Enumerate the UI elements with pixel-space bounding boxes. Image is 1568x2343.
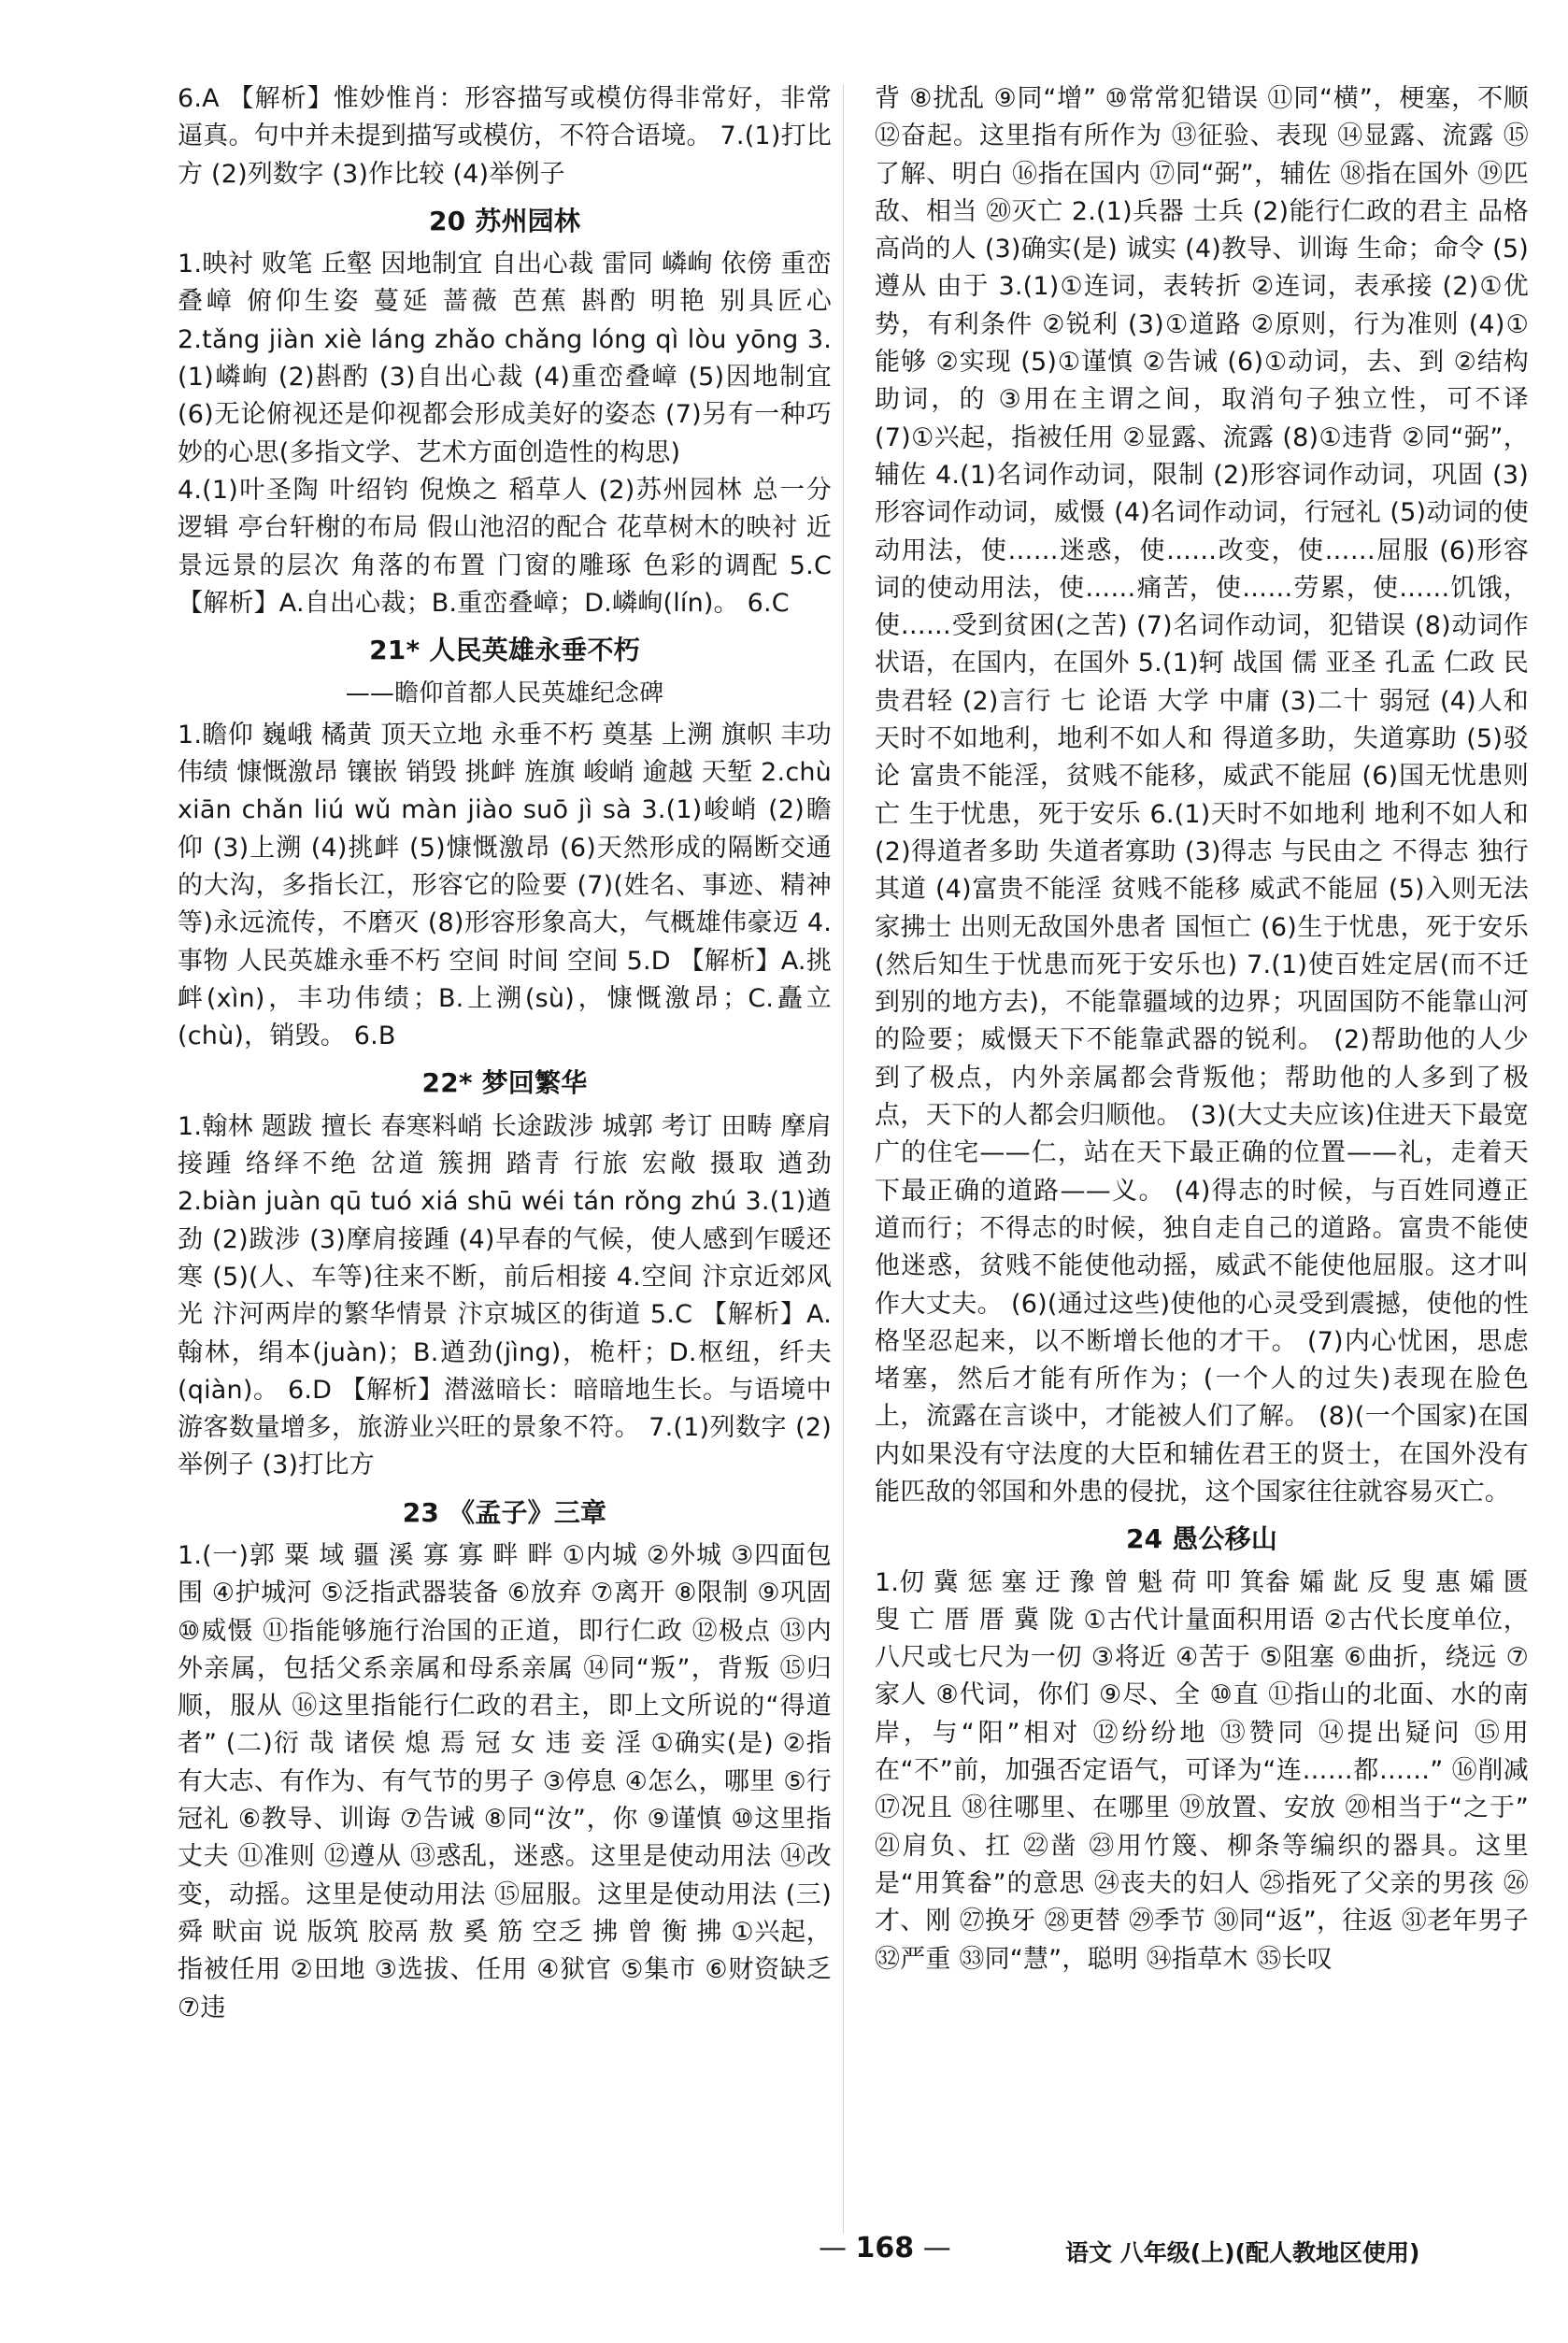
- section-23-continued: [875, 80, 1529, 1511]
- answer-paragraph: 1.(一)郭 粟 域 疆 溪 寡 寡 畔 畔 ①内城 ②外城 ③四面包围 ④护城河 ⑤泛指武器装备 ⑥放弃 ⑦离开 ⑧限制 ⑨巩固 ⑩威慑 ⑪指能够施行治国的正道，即行仁政 ⑫极点 ⑬内外亲属，包括父系亲属和母系亲属 ⑭同“叛”，背叛 ⑮归顺，服从 ⑯这里指能行仁政的君主，即上文所说的“得道者” (二)衍 哉 诸侯 熄 焉 冠 女 违 妾 淫 ①确实(是) ②指有大志、有作为、有气节的男子 ③停息 ④怎么，哪里 ⑤行冠礼 ⑥教导、训诲 ⑦告诫 ⑧同“汝”，你 ⑨谨慎 ⑩这里指丈夫 ⑪准则 ⑫遵从 ⑬惑乱，迷惑。这里是使动用法 ⑭改变，动摇。这里是使动用法 ⑮屈服。这里是使动用法 (三)舜 畎亩 说 版筑 胶鬲 敖 奚 筋 空乏 拂 曾 衡 拂 ①兴起，指被任用 ②田地 ③选拔、任用 ④狱官 ⑤集市 ⑥财资缺乏 ⑦违: [178, 1540, 832, 2022]
- section-23-answers: [178, 1537, 832, 2027]
- column-divider: [843, 84, 844, 2234]
- answer-paragraph: 1.映衬 败笔 丘壑 因地制宜 自出心裁 雷同 嶙峋 依傍 重峦叠嶂 俯仰生姿 蔓延 蔷薇 芭蕉 斟酌 明艳 别具匠心 2.tǎng jiàn xiè láng zhǎo chǎng lóng qì lòu yōng 3.(1)嶙峋 (2)斟酌 (3)自出心裁 (4)重峦叠嶂 (5)因地制宜 (6)无论俯视还是仰视都会形成美好的姿态 (7)另有一种巧妙的心思(多指文学、艺术方面创造性的构思): [178, 250, 832, 467]
- answer-paragraph: 背 ⑧扰乱 ⑨同“增” ⑩常常犯错误 ⑪同“横”，梗塞，不顺 ⑫奋起。这里指有所作为 ⑬征验、表现 ⑭显露、流露 ⑮了解、明白 ⑯指在国内 ⑰同“弼”，辅佐 ⑱指在国外 ⑲匹敌、相当 ⑳灭亡 2.(1)兵器 士兵 (2)能行仁政的君主 品格高尚的人 (3)确实(是) 诚实 (4)教导、训诲 生命；命令 (5)遵从 由于 3.(1)①连词，表转折 ②连词，表承接 (2)①优势，有利条件 ②锐利 (3)①道路 ②原则，行为准则 (4)①能够 ②实现 (5)①谨慎 ②告诫 (6)①动词，去、到 ②结构助词，的 ③用在主谓之间，取消句子独立性，可不译 (7)①兴起，指被任用 ②显露、流露 (8)①违背 ②同“弼”，辅佐 4.(1)名词作动词，限制 (2)形容词作动词，巩固 (3)形容词作动词，威慑 (4)名词作动词，行冠礼 (5)动词的使动用法，使……迷惑，使……改变，使……屈服 (6)形容词的使动用法，使……痛苦，使……劳累，使……饥饿，使……受到贫困(之苦) (7)名词作动词，犯错误 (8)动词作状语，在国内，在国外 5.(1)轲 战国 儒 亚圣 孔孟 仁政 民贵君轻 (2)言行 七 论语 大学 中庸 (3)二十 弱冠 (4)人和 天时不如地利，地利不如人和 得道多助，失道寡助 (5)驳论 富贵不能淫，贫贱不能移，威武不能屈 (6)国无忧患则亡 生于忧患，死于安乐 6.(1)天时不如地利 地利不如人和 (2)得道者多助 失道者寡助 (3)得志 与民由之 不得志 独行其道 (4)富贵不能淫 贫贱不能移 威武不能屈 (5)入则无法家拂士 出则无敌国外患者 国恒亡 (6)生于忧患，死于安乐(然后知生于忧患而死于安乐也) 7.(1)使百姓定居(而不迁到别的地方去)，不能靠疆域的边界；巩固国防不能靠山河的险要；威慑天下不能靠武器的锐利。 (2)帮助他的人少到了极点，内外亲属都会背叛他；帮助他的人多到了极点，天下的人都会归顺他。 (3)(大丈夫应该)住进天下最宽广的住宅——仁，站在天下最正确的位置——礼，走着天下最正确的道路——义。 (4)得志的时候，与百姓同遵正道而行；不得志的时候，独自走自己的道路。富贵不能使他迷惑，贫贱不能使他动摇，威武不能使他屈服。这才叫作大丈夫。 (6)(通过这些)使他的心灵受到震撼，使他的性格坚忍起来，以不断增长他的才干。 (7)内心忧困，思虑堵塞，然后才能有所作为；(一个人的过失)表现在脸色上，流露在言谈中，才能被人们了解。 (8)(一个国家)在国内如果没有守法度的大臣和辅佐君王的贤士，在国外没有能匹敌的邻国和外患的侵扰，这个国家往往就容易灭亡。: [875, 84, 1529, 1507]
- section-24-answers: [875, 1564, 1529, 1979]
- section-subtitle-21: ——瞻仰首都人民英雄纪念碑: [345, 679, 664, 708]
- book-label: 语文 八年级(上)(配人教地区使用): [1065, 2239, 1420, 2266]
- section-21-answers: [178, 717, 832, 1056]
- page-number: — 168 —: [819, 2232, 951, 2264]
- section-title-22: 22* 梦回繁华: [421, 1067, 588, 1099]
- page-footer: [0, 2232, 1568, 2269]
- intro-answers: [178, 80, 832, 193]
- section-title-24: 24 愚公移山: [1125, 1523, 1278, 1555]
- answer-paragraph: 4.(1)叶圣陶 叶绍钧 倪焕之 稻草人 (2)苏州园林 总一分 逻辑 亭台轩榭的布局 假山池沼的配合 花草树木的映衬 近景远景的层次 角落的布置 门窗的雕琢 色彩的调配 5.C 【解析】A.自出心裁；B.重峦叠嶂；D.嶙峋(lín)。 6.C: [178, 475, 832, 618]
- answer-paragraph: 1.仞 冀 惩 塞 迂 豫 曾 魁 荷 叩 箕畚 孀 龀 反 叟 惠 孀 匮 叟 亡 厝 厝 冀 陇 ①古代计量面积用语 ②古代长度单位，八尺或七尺为一仞 ③将近 ④苦于 ⑤阻塞 ⑥曲折，绕远 ⑦家人 ⑧代词，你们 ⑨尽、全 ⑩直 ⑪指山的北面、水的南岸，与“阳”相对 ⑫纷纷地 ⑬赞同 ⑭提出疑问 ⑮用在“不”前，加强否定语气，可译为“连……都……” ⑯削减 ⑰况且 ⑱往哪里、在哪里 ⑲放置、安放 ⑳相当于“之于” ㉑肩负、扛 ㉒凿 ㉓用竹篾、柳条等编织的器具。这里是“用箕畚”的意思 ㉔丧夫的妇人 ㉕指死了父亲的男孩 ㉖才、刚 ㉗换牙 ㉘更替 ㉙季节 ㉚同“返”，往返 ㉛老年男子 ㉜严重 ㉝同“慧”，聪明 ㉞指草木 ㉟长叹: [875, 1567, 1529, 1974]
- section-title-20: 20 苏州园林: [428, 205, 581, 236]
- answer-paragraph: 1.瞻仰 巍峨 橘黄 顶天立地 永垂不朽 奠基 上溯 旗帜 丰功伟绩 慷慨激昂 镶嵌 销毁 挑衅 旌旗 峻峭 逾越 天堑 2.chù xiān chǎn liú wǔ màn jiào suō jì sà 3.(1)峻峭 (2)瞻仰 (3)上溯 (4)挑衅 (5)慷慨激昂 (6)天然形成的隔断交通的大沟，多指长江，形容它的险要 (7)(姓名、事迹、精神等)永远流传，不磨灭 (8)形容形象高大，气概雄伟豪迈 4.事物 人民英雄永垂不朽 空间 时间 空间 5.D 【解析】A.挑衅(xìn)，丰功伟绩；B.上溯(sù)，慷慨激昂；C.矗立(chù)，销毁。 6.B: [178, 720, 832, 1051]
- right-column: [875, 80, 1529, 1979]
- section-20-answers: [178, 246, 832, 622]
- section-title-23: 23 《孟子》三章: [402, 1496, 607, 1528]
- answer-paragraph: 6.A 【解析】惟妙惟肖：形容描写或模仿得非常好，非常逼真。句中并未提到描写或模仿，不符合语境。 7.(1)打比方 (2)列数字 (3)作比较 (4)举例子: [178, 84, 832, 189]
- section-title-21: 21* 人民英雄永垂不朽: [369, 635, 640, 666]
- left-column: [178, 80, 832, 2027]
- section-22-answers: [178, 1108, 832, 1485]
- answer-paragraph: 1.翰林 题跋 擅长 春寒料峭 长途跋涉 城郭 考订 田畴 摩肩接踵 络绎不绝 岔道 簇拥 踏青 行旅 宏敞 摄取 遒劲 2.biàn juàn qū tuó xiá shū wéi tán rǒng zhú 3.(1)遒劲 (2)跋涉 (3)摩肩接踵 (4)早春的气候，使人感到乍暖还寒 (5)(人、车等)往来不断，前后相接 4.空间 汴京近郊风光 汴河两岸的繁华情景 汴京城区的街道 5.C 【解析】A.翰林，绢本(juàn)；B.遒劲(jìng)，桅杆；D.枢纽，纤夫(qiàn)。 6.D 【解析】潜滋暗长：暗暗地生长。与语境中游客数量增多，旅游业兴旺的景象不符。 7.(1)列数字 (2)举例子 (3)打比方: [178, 1111, 832, 1480]
